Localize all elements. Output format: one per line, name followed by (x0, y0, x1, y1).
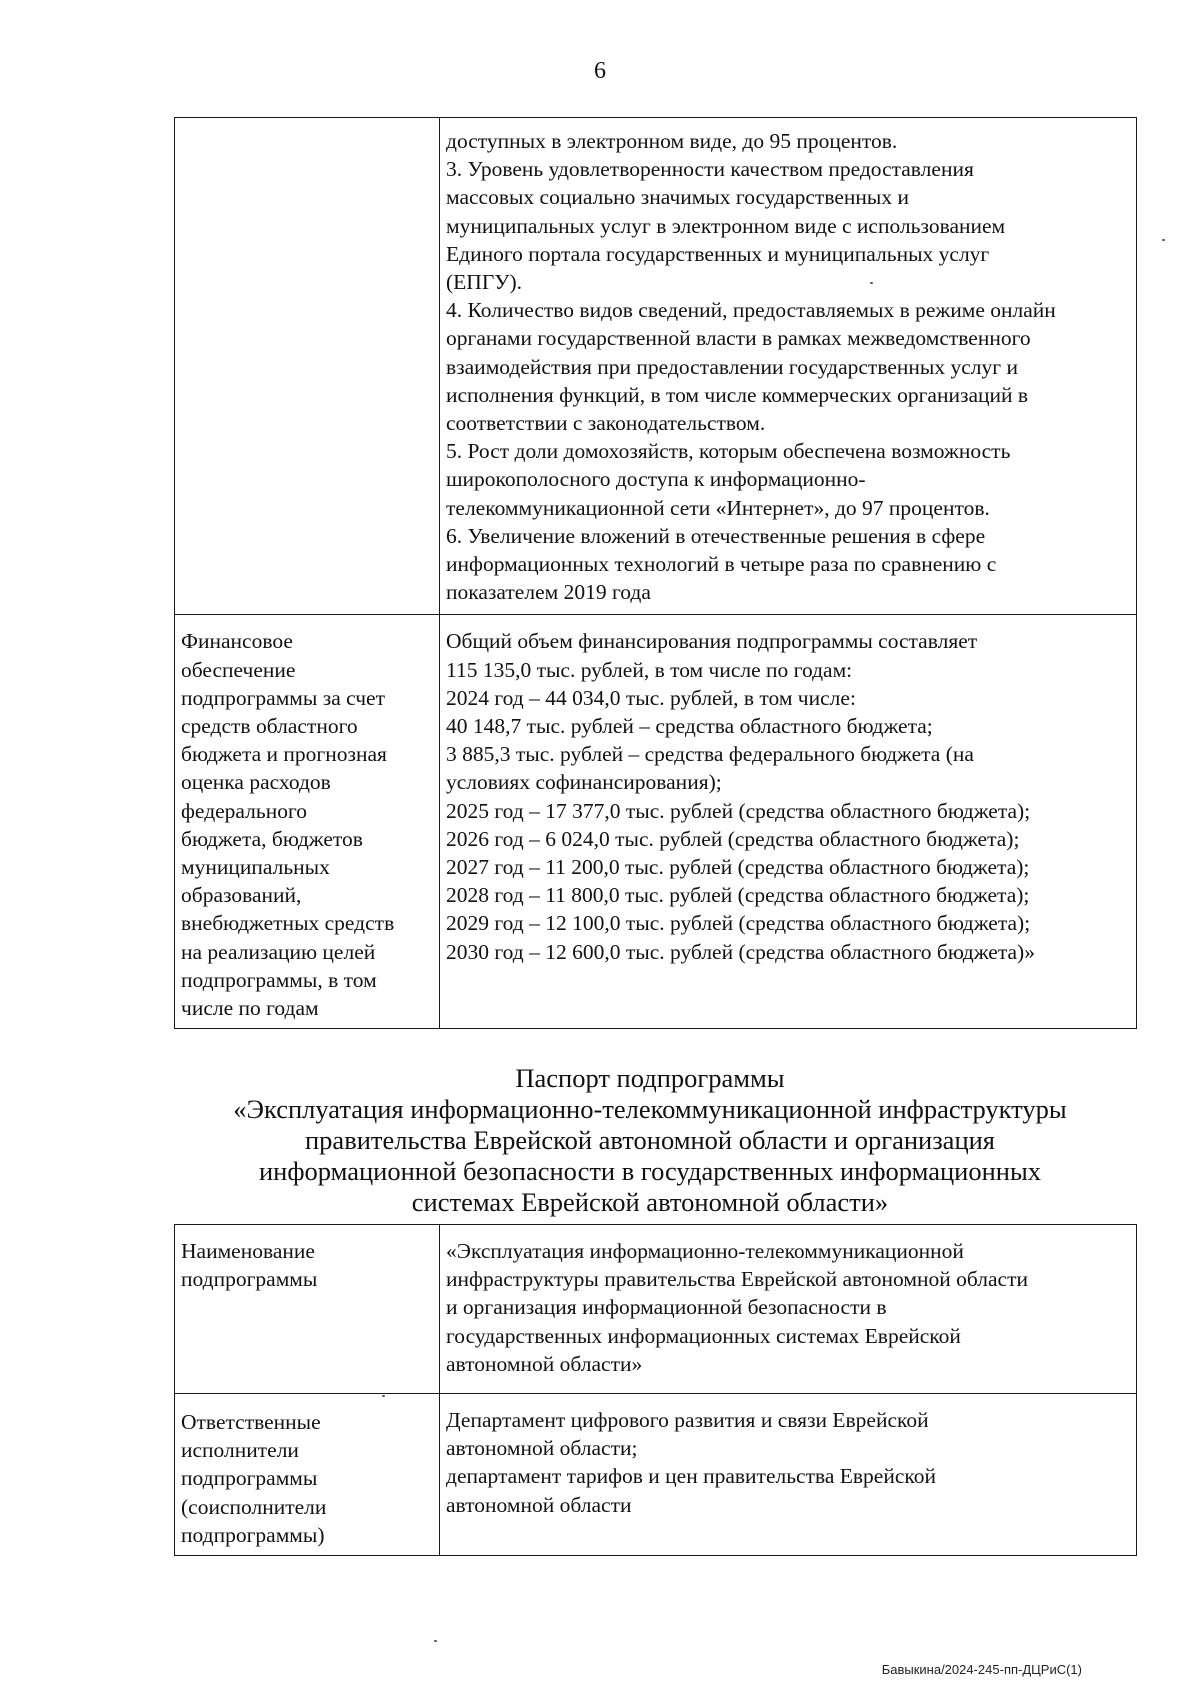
text-line: Ответственные (181, 1410, 321, 1434)
heading-line: системах Еврейской автономной области» (411, 1187, 889, 1217)
text-line: образований, (181, 883, 302, 908)
text-line: подпрограммы) (181, 1522, 325, 1547)
text-line: 3 885,3 тыс. рублей – средства федерального бюджета (на (446, 742, 974, 767)
text-line: Наименование (181, 1239, 315, 1263)
text-line: автономной области» (446, 1351, 643, 1376)
text-line: массовых социально значимых государственных и (446, 185, 909, 210)
table-row (175, 615, 1137, 1029)
name-label-cell (175, 1225, 440, 1394)
text-line: государственных информационных системах Еврейской (446, 1323, 961, 1348)
text-line: 2025 год – 17 377,0 тыс. рублей (средства областного бюджета); (446, 798, 1031, 823)
text-line: 40 148,7 тыс. рублей – средства областного бюджета; (446, 714, 933, 739)
text-line: подпрограммы, в том (181, 967, 377, 992)
text-line: средств областного (181, 714, 358, 739)
text-line: исполнения функций, в том числе коммерческих организаций в (446, 382, 1029, 407)
text-line: 2028 год – 11 800,0 тыс. рублей (средства областного бюджета); (446, 883, 1030, 908)
text-line: органами государственной власти в рамках межведомственного (446, 326, 1031, 351)
text-line: подпрограммы (181, 1267, 318, 1292)
text-line: муниципальных услуг в электронном виде с использованием (446, 213, 1006, 238)
text-line: департамент тарифов и цен правительства Еврейской (446, 1464, 936, 1489)
name-content-cell (440, 1225, 1137, 1394)
text-line: 6. Увеличение вложений в отечественные решения в сфере (446, 523, 986, 548)
text-line: Финансовое (181, 629, 293, 654)
text-line: 3. Уровень удовлетворенности качеством предоставления (446, 157, 974, 182)
footer-document-code: Бавыкина/2024-245-пп-ДЦРиС(1) (881, 1662, 1082, 1677)
text-line: (ЕПГУ). (446, 270, 523, 295)
executors-label-cell (175, 1394, 440, 1556)
text-line: 5. Рост доли домохозяйств, которым обеспечена возможность (446, 439, 1011, 464)
text-line: 4. Количество видов сведений, предоставляемых в режиме онлайн (446, 298, 1056, 323)
heading-line: информационной безопасности в государственных информационных (258, 1156, 1041, 1186)
financing-content-cell (440, 615, 1137, 1029)
scan-speck (870, 282, 873, 284)
page-number: 6 (594, 58, 606, 84)
text-line: 115 135,0 тыс. рублей, в том числе по годам: (446, 657, 853, 682)
table-row (175, 118, 1137, 615)
text-line: условиях софинансирования); (446, 770, 722, 795)
text-line: подпрограммы за счет (181, 685, 385, 710)
heading-line: Паспорт подпрограммы (515, 1063, 785, 1093)
heading-line: «Эксплуатация информационно-телекоммуникационной инфраструктуры (233, 1094, 1067, 1124)
text-line: оценка расходов (181, 770, 331, 795)
text-line: числе по годам (181, 996, 319, 1021)
text-line: автономной области; (446, 1436, 638, 1461)
text-line: 2030 год – 12 600,0 тыс. рублей (средства областного бюджета)» (446, 939, 1035, 964)
scan-speck (1162, 239, 1165, 241)
table-row (175, 1394, 1137, 1556)
indicators-label-cell (175, 118, 440, 615)
passport-heading (150, 1063, 1150, 1218)
text-line: Департамент цифрового развития и связи Еврейской (446, 1408, 929, 1432)
text-line: широкополосного доступа к информационно- (446, 467, 866, 492)
text-line: бюджета и прогнозная (181, 742, 387, 767)
text-line: Единого портала государственных и муниципальных услуг (446, 241, 990, 266)
table-row (175, 1225, 1137, 1394)
text-line: информационных технологий в четыре раза по сравнению с (446, 552, 997, 577)
text-line: бюджета, бюджетов (181, 826, 363, 851)
text-line: подпрограммы (181, 1466, 318, 1491)
text-line: 2024 год – 44 034,0 тыс. рублей, в том числе: (446, 685, 856, 710)
text-line: федерального (181, 798, 307, 823)
indicators-content-cell (440, 118, 1137, 615)
text-line: обеспечение (181, 657, 296, 682)
text-line: взаимодействия при предоставлении государственных услуг и (446, 354, 1018, 379)
text-line: (соисполнители (181, 1494, 327, 1519)
scan-speck (434, 1640, 437, 1642)
text-line: автономной области (446, 1492, 632, 1517)
continuation-table (174, 117, 1137, 1029)
text-line: показателем 2019 года (446, 580, 651, 605)
passport-table (174, 1224, 1137, 1556)
scan-speck (382, 1395, 385, 1397)
text-line: муниципальных (181, 855, 330, 880)
text-line: исполнители (181, 1438, 299, 1463)
text-line: 2029 год – 12 100,0 тыс. рублей (средства областного бюджета); (446, 911, 1031, 936)
text-line: внебюджетных средств (181, 911, 395, 936)
text-line: «Эксплуатация информационно-телекоммуникационной (446, 1239, 964, 1263)
text-line: доступных в электронном виде, до 95 процентов. (446, 129, 898, 153)
text-line: телекоммуникационной сети «Интернет», до 97 процентов. (446, 495, 990, 520)
text-line: на реализацию целей (181, 939, 376, 964)
text-line: и организация информационной безопасности в (446, 1295, 887, 1320)
text-line: Общий объем финансирования подпрограммы составляет (446, 629, 978, 654)
text-line: 2027 год – 11 200,0 тыс. рублей (средства областного бюджета); (446, 855, 1030, 880)
text-line: 2026 год – 6 024,0 тыс. рублей (средства областного бюджета); (446, 826, 1020, 851)
heading-line: правительства Еврейской автономной области и организация (305, 1125, 995, 1155)
executors-content-cell (440, 1394, 1137, 1556)
text-line: соответствии с законодательством. (446, 411, 766, 436)
text-line: инфраструктуры правительства Еврейской автономной области (446, 1267, 1028, 1292)
financing-label-cell (175, 615, 440, 1029)
